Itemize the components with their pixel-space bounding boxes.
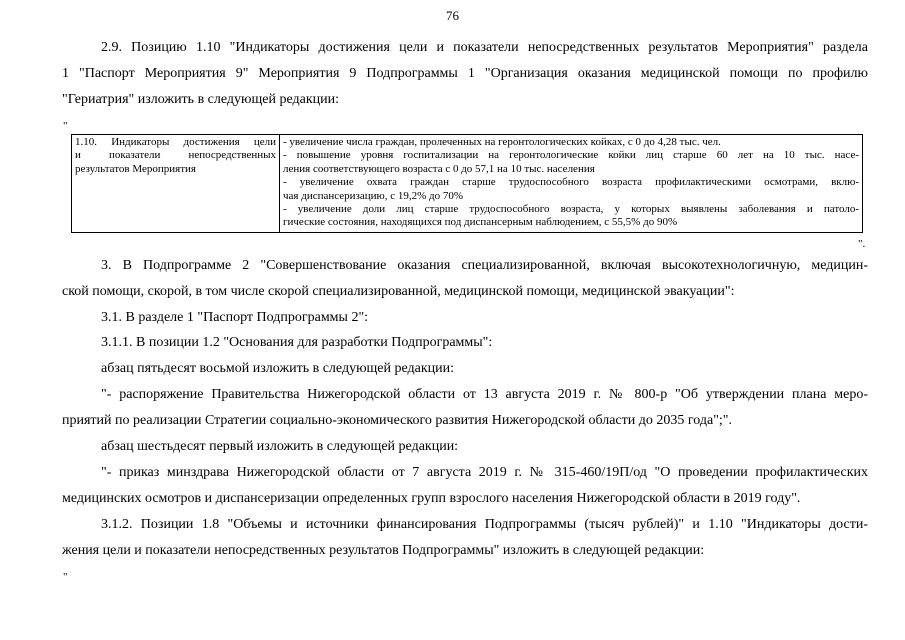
indicator-values-cell (280, 135, 863, 233)
label-line: и показатели непосредственных (75, 149, 276, 162)
section-2-9-line-1: 2.9. Позицию 1.10 "Индикаторы достижения цели и показатели непосредственных результатов Мероприятия" раздела (101, 40, 868, 55)
para-58-line-1: "- распоряжение Правительства Нижегородской области от 13 августа 2019 г. № 800-р "Об утверждении плана меро- (101, 387, 868, 402)
para-58-line-2: приятий по реализации Стратегии социально-экономического развития Нижегородской области до 2035 года";". (62, 413, 733, 428)
section-3-1-2-line-1: 3.1.2. Позиции 1.8 "Объемы и источники финансирования Подпрограммы (тысяч рублей)" и 1.10 "Индикаторы дости- (101, 517, 868, 532)
value-line: ления соответствующего возраста с 0 до 57,1 на 10 тыс. населения (283, 162, 595, 175)
quote-close-mark: ". (858, 238, 866, 250)
para-61-line-2: медицинских осмотров и диспансеризации определенных групп взрослого населения Нижегородской области в 2019 году". (62, 491, 801, 506)
section-3-line-2: ской помощи, скорой, в том числе скорой специализированной, медицинской помощи, медицинской эвакуации": (62, 284, 735, 299)
value-line: чая диспансеризацию, с 19,2% до 70% (283, 189, 464, 202)
section-2-9-line-2: 1 "Паспорт Мероприятия 9" Мероприятия 9 Подпрограммы 1 "Организация оказания медицинской помощи по профилю (62, 66, 868, 81)
value-line: - повышение уровня госпитализации на геронтологические койки лиц старше 60 лет на 10 тыс. насе- (283, 149, 859, 162)
value-line: - увеличение доли лиц старше трудоспособного возраста, у которых выявлены заболевания и патоло- (283, 203, 859, 216)
section-3-1: 3.1. В разделе 1 "Паспорт Подпрограммы 2": (101, 310, 369, 325)
value-line: - увеличение числа граждан, пролеченных на геронтологических койках, с 0 до 4,28 тыс. чел. (283, 136, 721, 148)
section-3-line-1: 3. В Подпрограмме 2 "Совершенствование оказания специализированной, включая высокотехнологичную, медицин- (101, 258, 868, 273)
para-61-line-1: "- приказ минздрава Нижегородской области от 7 августа 2019 г. № 315-460/19П/од "О проведении профилактических (101, 465, 868, 480)
page-number: 76 (446, 8, 459, 23)
label-line: результатов Мероприятия (75, 162, 196, 175)
table-row (72, 135, 863, 233)
section-3-1-1: 3.1.1. В позиции 1.2 "Основания для разработки Подпрограммы": (101, 335, 493, 350)
label-line: 1.10. Индикаторы достижения цели (75, 136, 276, 148)
value-line: - увеличение охвата граждан старше трудоспособного возраста профилактическими осмотрами, вклю- (283, 176, 859, 189)
indicators-table (71, 134, 863, 233)
quote-open-mark: " (63, 120, 68, 132)
para-58-intro: абзац пятьдесят восьмой изложить в следующей редакции: (101, 361, 455, 376)
para-61-intro: абзац шестьдесят первый изложить в следующей редакции: (101, 439, 459, 454)
quote-open-mark-2: " (63, 571, 68, 583)
indicator-label-cell (72, 135, 280, 233)
section-2-9-line-3: "Гериатрия" изложить в следующей редакции: (62, 92, 340, 107)
value-line: гические состояния, находящихся под диспансерным наблюдением, с 55,5% до 90% (283, 216, 678, 229)
section-3-1-2-line-2: жения цели и показатели непосредственных результатов Подпрограммы" изложить в следующей редакции: (62, 543, 705, 558)
